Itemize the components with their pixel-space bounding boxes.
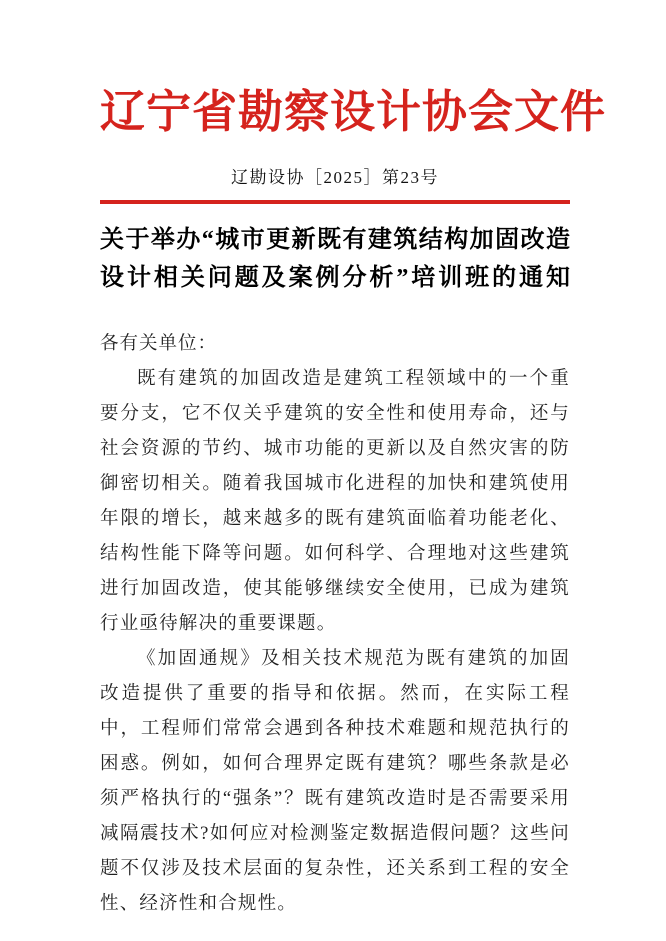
body-paragraph-2: 《加固通规》及相关技术规范为既有建筑的加固改造提供了重要的指导和依据。然而，在实际工程中，工程师们常常会遇到各种技术难题和规范执行的困惑。例如，如何合理界定既有建筑？哪些条款是必须严格执行的“强条”？既有建筑改造时是否需要采用减隔震技术?如何应对检测鉴定数据造假问题？这些问题不仅涉及技术层面的复杂性，还关系到工程的安全性、经济性和合规性。 — [100, 649, 570, 915]
document-title — [100, 221, 570, 297]
document-body — [100, 327, 570, 922]
body-paragraph-1: 既有建筑的加固改造是建筑工程领域中的一个重要分支，它不仅关乎建筑的安全性和使用寿命，还与社会资源的节约、城市功能的更新以及自然灾害的防御密切相关。随着我国城市化进程的加快和建筑使用年限的增长，越来越多的既有建筑面临着功能老化、结构性能下降等问题。如何科学、合理地对这些建筑进行加固改造，使其能够继续安全使用，已成为建筑行业亟待解决的重要课题。 — [100, 369, 570, 635]
document-title-line1: 关于举办“城市更新既有建筑结构加固改造 — [100, 227, 570, 254]
document-title-line2: 设计相关问题及案例分析”培训班的通知 — [100, 265, 570, 292]
letterhead-title: 辽宁省勘察设计协会文件 — [100, 87, 607, 137]
salutation: 各有关单位： — [100, 334, 218, 355]
red-divider-line — [100, 200, 570, 204]
document-number: 辽勘设协［2025］第23号 — [231, 168, 439, 188]
